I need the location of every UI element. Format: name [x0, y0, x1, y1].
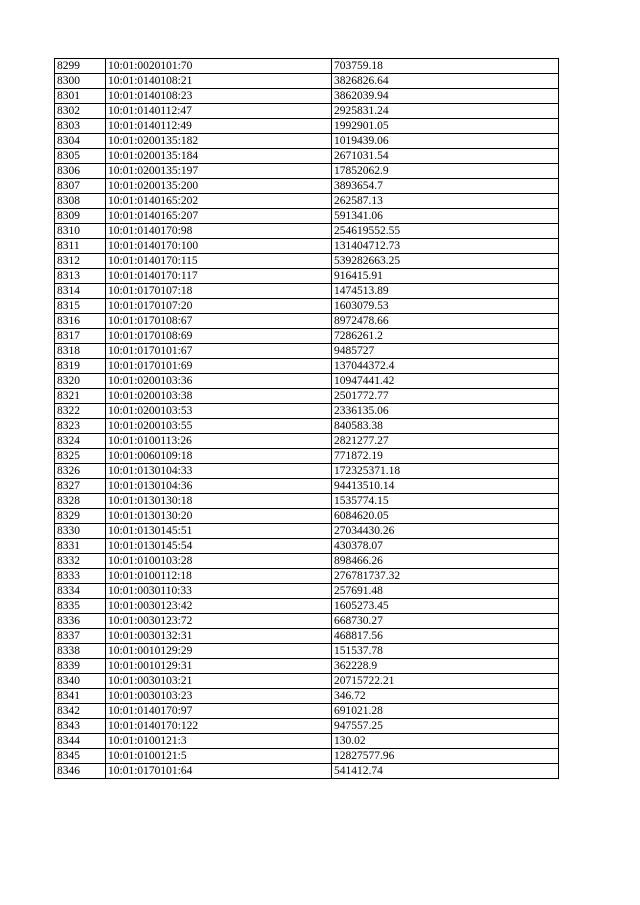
table-row: [55, 554, 559, 569]
row-number-cell: 8335: [55, 599, 106, 614]
table-row: [55, 629, 559, 644]
row-number-cell: 8310: [55, 224, 106, 239]
table-row: [55, 689, 559, 704]
cadastral-number-cell: 10:01:0100121:5: [106, 749, 332, 764]
cadastral-number-cell: 10:01:0200103:38: [106, 389, 332, 404]
value-cell: 12827577.96: [332, 749, 559, 764]
cadastral-number-cell: 10:01:0140112:49: [106, 119, 332, 134]
cadastral-number-cell: 10:01:0140170:117: [106, 269, 332, 284]
row-number-cell: 8322: [55, 404, 106, 419]
row-number-cell: 8332: [55, 554, 106, 569]
row-number-cell: 8308: [55, 194, 106, 209]
value-cell: 1603079.53: [332, 299, 559, 314]
cadastral-number-cell: 10:01:0140170:100: [106, 239, 332, 254]
table-row: [55, 479, 559, 494]
value-cell: 131404712.73: [332, 239, 559, 254]
cadastral-number-cell: 10:01:0100103:28: [106, 554, 332, 569]
cadastral-number-cell: 10:01:0140170:115: [106, 254, 332, 269]
table-row: [55, 254, 559, 269]
row-number-cell: 8323: [55, 419, 106, 434]
table-row: [55, 404, 559, 419]
table-row: [55, 719, 559, 734]
row-number-cell: 8301: [55, 89, 106, 104]
table-row: [55, 149, 559, 164]
cadastral-number-cell: 10:01:0130104:36: [106, 479, 332, 494]
cadastral-number-cell: 10:01:0170107:20: [106, 299, 332, 314]
value-cell: 7286261.2: [332, 329, 559, 344]
row-number-cell: 8315: [55, 299, 106, 314]
table-row: [55, 749, 559, 764]
table-row: [55, 524, 559, 539]
value-cell: 10947441.42: [332, 374, 559, 389]
table-body: [55, 59, 559, 779]
value-cell: 27034430.26: [332, 524, 559, 539]
row-number-cell: 8346: [55, 764, 106, 779]
table-row: [55, 74, 559, 89]
value-cell: 668730.27: [332, 614, 559, 629]
cadastral-number-cell: 10:01:0170107:18: [106, 284, 332, 299]
cadastral-number-cell: 10:01:0170108:69: [106, 329, 332, 344]
row-number-cell: 8345: [55, 749, 106, 764]
value-cell: 172325371.18: [332, 464, 559, 479]
row-number-cell: 8305: [55, 149, 106, 164]
cadastral-number-cell: 10:01:0140170:97: [106, 704, 332, 719]
value-cell: 468817.56: [332, 629, 559, 644]
cadastral-number-cell: 10:01:0100121:3: [106, 734, 332, 749]
value-cell: 1535774.15: [332, 494, 559, 509]
row-number-cell: 8344: [55, 734, 106, 749]
cadastral-number-cell: 10:01:0200103:55: [106, 419, 332, 434]
table-row: [55, 419, 559, 434]
value-cell: 541412.74: [332, 764, 559, 779]
value-cell: 539282663.25: [332, 254, 559, 269]
row-number-cell: 8307: [55, 179, 106, 194]
value-cell: 591341.06: [332, 209, 559, 224]
row-number-cell: 8324: [55, 434, 106, 449]
row-number-cell: 8325: [55, 449, 106, 464]
row-number-cell: 8341: [55, 689, 106, 704]
value-cell: 1605273.45: [332, 599, 559, 614]
table-row: [55, 134, 559, 149]
table-row: [55, 764, 559, 779]
row-number-cell: 8333: [55, 569, 106, 584]
cadastral-number-cell: 10:01:0140170:98: [106, 224, 332, 239]
cadastral-number-cell: 10:01:0170101:67: [106, 344, 332, 359]
row-number-cell: 8314: [55, 284, 106, 299]
row-number-cell: 8343: [55, 719, 106, 734]
value-cell: 691021.28: [332, 704, 559, 719]
value-cell: 254619552.55: [332, 224, 559, 239]
value-cell: 840583.38: [332, 419, 559, 434]
value-cell: 257691.48: [332, 584, 559, 599]
table-row: [55, 359, 559, 374]
row-number-cell: 8342: [55, 704, 106, 719]
value-cell: 8972478.66: [332, 314, 559, 329]
cadastral-number-cell: 10:01:0030103:21: [106, 674, 332, 689]
value-cell: 262587.13: [332, 194, 559, 209]
cadastral-number-cell: 10:01:0200103:36: [106, 374, 332, 389]
value-cell: 2925831.24: [332, 104, 559, 119]
cadastral-number-cell: 10:01:0030132:31: [106, 629, 332, 644]
cadastral-number-cell: 10:01:0140112:47: [106, 104, 332, 119]
value-cell: 430378.07: [332, 539, 559, 554]
row-number-cell: 8326: [55, 464, 106, 479]
cadastral-number-cell: 10:01:0130104:33: [106, 464, 332, 479]
table-row: [55, 614, 559, 629]
cadastral-number-cell: 10:01:0100112:18: [106, 569, 332, 584]
row-number-cell: 8330: [55, 524, 106, 539]
value-cell: 346.72: [332, 689, 559, 704]
value-cell: 916415.91: [332, 269, 559, 284]
cadastral-number-cell: 10:01:0170108:67: [106, 314, 332, 329]
cadastral-number-cell: 10:01:0020101:70: [106, 59, 332, 74]
row-number-cell: 8312: [55, 254, 106, 269]
row-number-cell: 8327: [55, 479, 106, 494]
row-number-cell: 8337: [55, 629, 106, 644]
table-row: [55, 674, 559, 689]
row-number-cell: 8339: [55, 659, 106, 674]
value-cell: 276781737.32: [332, 569, 559, 584]
cadastral-number-cell: 10:01:0130145:54: [106, 539, 332, 554]
value-cell: 2821277.27: [332, 434, 559, 449]
value-cell: 130.02: [332, 734, 559, 749]
table-row: [55, 194, 559, 209]
row-number-cell: 8304: [55, 134, 106, 149]
value-cell: 771872.19: [332, 449, 559, 464]
cadastral-number-cell: 10:01:0130130:18: [106, 494, 332, 509]
row-number-cell: 8329: [55, 509, 106, 524]
value-cell: 137044372.4: [332, 359, 559, 374]
cadastral-number-cell: 10:01:0130130:20: [106, 509, 332, 524]
value-cell: 362228.9: [332, 659, 559, 674]
table-row: [55, 164, 559, 179]
table-row: [55, 449, 559, 464]
value-cell: 3826826.64: [332, 74, 559, 89]
table-row: [55, 59, 559, 74]
cadastral-number-cell: 10:01:0030110:33: [106, 584, 332, 599]
table-row: [55, 314, 559, 329]
value-cell: 17852062.9: [332, 164, 559, 179]
row-number-cell: 8340: [55, 674, 106, 689]
cadastral-number-cell: 10:01:0170101:69: [106, 359, 332, 374]
table-row: [55, 329, 559, 344]
row-number-cell: 8311: [55, 239, 106, 254]
table-row: [55, 239, 559, 254]
value-cell: 94413510.14: [332, 479, 559, 494]
value-cell: 6084620.05: [332, 509, 559, 524]
value-cell: 1992901.05: [332, 119, 559, 134]
value-cell: 703759.18: [332, 59, 559, 74]
cadastral-number-cell: 10:01:0140165:202: [106, 194, 332, 209]
row-number-cell: 8299: [55, 59, 106, 74]
table-row: [55, 434, 559, 449]
table-row: [55, 269, 559, 284]
table-row: [55, 464, 559, 479]
row-number-cell: 8313: [55, 269, 106, 284]
value-cell: 3862039.94: [332, 89, 559, 104]
row-number-cell: 8321: [55, 389, 106, 404]
cadastral-number-cell: 10:01:0200135:182: [106, 134, 332, 149]
table-row: [55, 539, 559, 554]
value-cell: 9485727: [332, 344, 559, 359]
cadastral-number-cell: 10:01:0030123:42: [106, 599, 332, 614]
cadastral-number-cell: 10:01:0060109:18: [106, 449, 332, 464]
row-number-cell: 8303: [55, 119, 106, 134]
row-number-cell: 8306: [55, 164, 106, 179]
table-row: [55, 284, 559, 299]
table-row: [55, 569, 559, 584]
value-cell: 2336135.06: [332, 404, 559, 419]
row-number-cell: 8309: [55, 209, 106, 224]
cadastral-number-cell: 10:01:0100113:26: [106, 434, 332, 449]
value-cell: 20715722.21: [332, 674, 559, 689]
cadastral-number-cell: 10:01:0140108:23: [106, 89, 332, 104]
table-row: [55, 179, 559, 194]
row-number-cell: 8336: [55, 614, 106, 629]
data-table: [54, 58, 559, 779]
value-cell: 898466.26: [332, 554, 559, 569]
row-number-cell: 8334: [55, 584, 106, 599]
row-number-cell: 8300: [55, 74, 106, 89]
value-cell: 2501772.77: [332, 389, 559, 404]
table-row: [55, 704, 559, 719]
cadastral-number-cell: 10:01:0010129:31: [106, 659, 332, 674]
table-row: [55, 209, 559, 224]
table-row: [55, 389, 559, 404]
table-row: [55, 374, 559, 389]
value-cell: 1019439.06: [332, 134, 559, 149]
cadastral-number-cell: 10:01:0200135:197: [106, 164, 332, 179]
table-row: [55, 119, 559, 134]
cadastral-number-cell: 10:01:0200135:184: [106, 149, 332, 164]
row-number-cell: 8338: [55, 644, 106, 659]
cadastral-number-cell: 10:01:0030103:23: [106, 689, 332, 704]
row-number-cell: 8316: [55, 314, 106, 329]
table-row: [55, 224, 559, 239]
value-cell: 947557.25: [332, 719, 559, 734]
cadastral-number-cell: 10:01:0030123:72: [106, 614, 332, 629]
table-row: [55, 104, 559, 119]
cadastral-number-cell: 10:01:0200103:53: [106, 404, 332, 419]
row-number-cell: 8320: [55, 374, 106, 389]
row-number-cell: 8331: [55, 539, 106, 554]
cadastral-number-cell: 10:01:0140170:122: [106, 719, 332, 734]
table-row: [55, 644, 559, 659]
cadastral-number-cell: 10:01:0170101:64: [106, 764, 332, 779]
table-row: [55, 494, 559, 509]
row-number-cell: 8328: [55, 494, 106, 509]
table-row: [55, 599, 559, 614]
value-cell: 1474513.89: [332, 284, 559, 299]
row-number-cell: 8302: [55, 104, 106, 119]
cadastral-number-cell: 10:01:0140165:207: [106, 209, 332, 224]
table-row: [55, 584, 559, 599]
value-cell: 2671031.54: [332, 149, 559, 164]
row-number-cell: 8319: [55, 359, 106, 374]
table-row: [55, 299, 559, 314]
table-row: [55, 509, 559, 524]
table-row: [55, 344, 559, 359]
table-row: [55, 659, 559, 674]
cadastral-number-cell: 10:01:0130145:51: [106, 524, 332, 539]
table-row: [55, 89, 559, 104]
table-row: [55, 734, 559, 749]
row-number-cell: 8317: [55, 329, 106, 344]
value-cell: 3893654.7: [332, 179, 559, 194]
cadastral-number-cell: 10:01:0140108:21: [106, 74, 332, 89]
value-cell: 151537.78: [332, 644, 559, 659]
row-number-cell: 8318: [55, 344, 106, 359]
cadastral-number-cell: 10:01:0200135:200: [106, 179, 332, 194]
cadastral-number-cell: 10:01:0010129:29: [106, 644, 332, 659]
